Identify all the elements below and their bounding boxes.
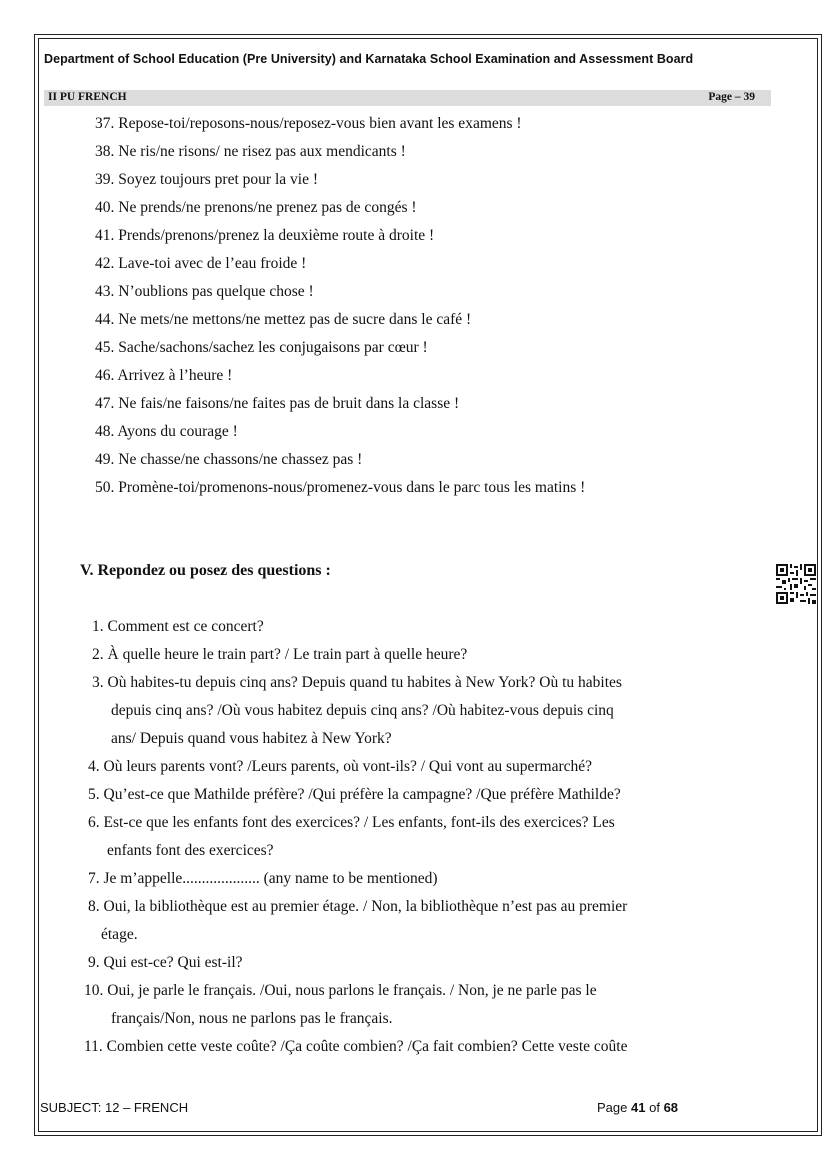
list-item: 38. Ne ris/ne risons/ ne risez pas aux mendicants ! [95, 143, 406, 160]
list-item: étage. [101, 926, 138, 943]
list-item: 7. Je m’appelle.................... (any name to be mentioned) [88, 870, 438, 887]
qr-code-icon [776, 564, 816, 604]
list-item: 47. Ne fais/ne faisons/ne faites pas de bruit dans la classe ! [95, 395, 460, 412]
list-item: 50. Promène-toi/promenons-nous/promenez-vous dans le parc tous les matins ! [95, 479, 586, 496]
list-item: 48. Ayons du courage ! [95, 423, 238, 440]
page-label: Page – 39 [708, 91, 755, 103]
footer-page-of: of [649, 1100, 660, 1115]
list-item: 8. Oui, la bibliothèque est au premier étage. / Non, la bibliothèque n’est pas au premier [88, 898, 628, 915]
footer-page-current: 41 [631, 1100, 646, 1115]
list-item: 46. Arrivez à l’heure ! [95, 367, 233, 384]
list-item: 44. Ne mets/ne mettons/ne mettez pas de sucre dans le café ! [95, 311, 472, 328]
subject-code: II PU FRENCH [48, 91, 127, 103]
list-item: 1. Comment est ce concert? [92, 618, 264, 635]
footer-page-number [597, 1100, 678, 1115]
list-item: 37. Repose-toi/reposons-nous/reposez-vous bien avant les examens ! [95, 115, 522, 132]
subject-bar [44, 90, 771, 106]
list-item: 40. Ne prends/ne prenons/ne prenez pas de congés ! [95, 199, 417, 216]
list-item: 4. Où leurs parents vont? /Leurs parents, où vont-ils? / Qui vont au supermarché? [88, 758, 593, 775]
list-item: enfants font des exercices? [107, 842, 274, 859]
list-item: français/Non, nous ne parlons pas le français. [111, 1010, 393, 1027]
footer-subject: SUBJECT: 12 – FRENCH [40, 1100, 189, 1115]
list-item: 41. Prends/prenons/prenez la deuxième route à droite ! [95, 227, 435, 244]
list-item: 11. Combien cette veste coûte? /Ça coûte combien? /Ça fait combien? Cette veste coûte [84, 1038, 628, 1055]
list-item: 42. Lave-toi avec de l’eau froide ! [95, 255, 307, 272]
list-item: 5. Qu’est-ce que Mathilde préfère? /Qui préfère la campagne? /Que préfère Mathilde? [88, 786, 621, 803]
list-item: 2. À quelle heure le train part? / Le train part à quelle heure? [92, 646, 468, 663]
footer-page-prefix: Page [597, 1100, 628, 1115]
list-item: 39. Soyez toujours pret pour la vie ! [95, 171, 318, 188]
footer-page-total: 68 [663, 1100, 679, 1115]
list-item: depuis cinq ans? /Où vous habitez depuis cinq ans? /Où habitez-vous depuis cinq [111, 702, 614, 719]
list-item: 9. Qui est-ce? Qui est-il? [88, 954, 243, 971]
list-item: 43. N’oublions pas quelque chose ! [95, 283, 314, 300]
list-item: ans/ Depuis quand vous habitez à New York? [111, 730, 392, 747]
list-item: 10. Oui, je parle le français. /Oui, nous parlons le français. / Non, je ne parle pas le [84, 982, 597, 999]
list-item: 6. Est-ce que les enfants font des exercices? / Les enfants, font-ils des exercices? Les [88, 814, 615, 831]
section-heading: V. Repondez ou posez des questions : [80, 562, 331, 579]
list-item: 45. Sache/sachons/sachez les conjugaisons par cœur ! [95, 339, 428, 356]
board-header-title: Department of School Education (Pre University) and Karnataka School Examination and Assessment Board [44, 52, 694, 66]
list-item: 3. Où habites-tu depuis cinq ans? Depuis quand tu habites à New York? Où tu habites [92, 674, 622, 691]
list-item: 49. Ne chasse/ne chassons/ne chassez pas ! [95, 451, 363, 468]
